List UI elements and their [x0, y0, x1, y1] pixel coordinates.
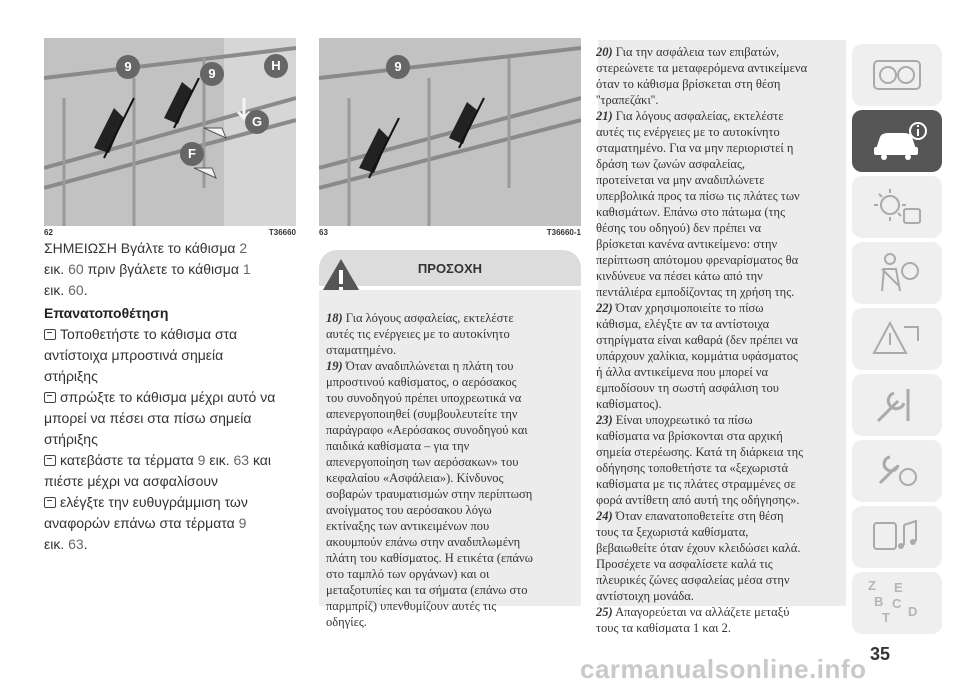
- note-text: ακουμπούν επάνω στην αναδιπλωμένη: [326, 535, 521, 549]
- section-heading: Επανατοποθέτηση: [44, 305, 169, 321]
- text-line: [596, 140, 842, 156]
- lights-icon: [870, 185, 924, 229]
- note-text: υπερβολικά προς τα πίσω τις πλάτες των: [596, 189, 800, 203]
- text-line: [326, 326, 576, 342]
- text-line: [596, 588, 842, 604]
- note-text: του συνοδηγού πρέπει υποχρεωτικά να: [326, 391, 522, 405]
- note-text: καθίσματος).: [596, 397, 662, 411]
- text-line: [596, 172, 842, 188]
- text-line: [596, 412, 842, 428]
- page-number: 35: [870, 644, 891, 664]
- step-2: σπρώξτε το κάθισμα μέχρι αυτό να μπορεί να πέσει στα πίσω σημεία στήριξης: [44, 389, 276, 447]
- note-text: τους τα καθίσματα 1 και 2.: [596, 621, 731, 635]
- text-line: [596, 572, 842, 588]
- tab-multimedia[interactable]: [852, 506, 942, 568]
- note-text: πεντάλιέρα εμποδίζοντας τη χρήση της.: [596, 285, 795, 299]
- note-text: οδηγίες.: [326, 615, 367, 629]
- text-line: [596, 92, 842, 108]
- text-line: [326, 438, 576, 454]
- text-line: [326, 502, 576, 518]
- tab-seatbelt-airbag[interactable]: [852, 242, 942, 304]
- note-number: 25): [596, 605, 613, 619]
- note-number: 24): [596, 509, 613, 523]
- watermark: carmanualsonline.info: [580, 654, 867, 684]
- dashboard-icon: [870, 53, 924, 97]
- note-text: σταματημένο.: [326, 343, 397, 357]
- callout-h: H: [264, 54, 288, 78]
- note-text: στο ταμπλό των οργάνων) και οι: [326, 567, 490, 581]
- index-letters: Z E B C T D: [868, 578, 918, 625]
- text-line: [596, 380, 842, 396]
- text-line: [596, 348, 842, 364]
- text-line: [326, 406, 576, 422]
- text-line: [596, 444, 842, 460]
- note-text: καθίσματα με τις πλάτες στραμμένες σε: [596, 477, 796, 491]
- car-info-icon: [870, 119, 930, 163]
- text-line: [596, 188, 842, 204]
- right-column-text: [596, 44, 842, 636]
- text-line: [596, 316, 842, 332]
- note-text: πλευρικές ζώνες ασφαλείας μέσα στην: [596, 573, 790, 587]
- text-line: [596, 300, 842, 316]
- text-line: [596, 492, 842, 508]
- note-text: εκτίναξης των αντικειμένων που: [326, 519, 490, 533]
- step-bullet-icon: [44, 497, 56, 508]
- note-text: σοβαρών τραυματισμών στην περίπτωση: [326, 487, 533, 501]
- note-text: παιδικά καθίσματα – για την: [326, 439, 470, 453]
- note-text: πλάτη του καθίσματος. Η ετικέτα (επάνω: [326, 551, 533, 565]
- text-line: [596, 540, 842, 556]
- warning-text: [326, 310, 576, 630]
- figure-62-code: T36660: [268, 228, 296, 237]
- note-text: παρμπρίζ) υπενθυμίζουν αυτές τις: [326, 599, 497, 613]
- note-text: τους τα ξεχωριστά καθίσματα,: [596, 525, 749, 539]
- note-text: βεβαιωθείτε όταν έχουν κλειδώσει καλά.: [596, 541, 801, 555]
- note-text: κάθισμα, ελέγξτε αν τα αντίστοιχα: [596, 317, 770, 331]
- note-paragraph: ΣΗΜΕΙΩΣΗ Βγάλτε το κάθισμα 2 εικ. 60 πριν βγάλετε το κάθισμα 1 εικ. 60.: [44, 240, 251, 298]
- note-text: Για την ασφάλεια των επιβατών,: [612, 45, 780, 59]
- text-line: [596, 556, 842, 572]
- text-line: [596, 428, 842, 444]
- text-line: [326, 422, 576, 438]
- note-text: Απαγορεύεται να αλλάζετε μεταξύ: [612, 605, 790, 619]
- note-text: μεταξοτυπίες και τα σήματα (επάνω στο: [326, 583, 528, 597]
- text-line: [326, 470, 576, 486]
- text-line: [596, 108, 842, 124]
- note-text: σημεία στερέωσης. Κατά τη διάρκεια της: [596, 445, 804, 459]
- tab-dashboard[interactable]: [852, 44, 942, 106]
- text-line: [326, 358, 576, 374]
- seatbelt-airbag-icon: [870, 251, 924, 295]
- text-line: [596, 204, 842, 220]
- callout-9c: 9: [386, 55, 410, 79]
- callout-g: G: [245, 110, 269, 134]
- text-line: [596, 284, 842, 300]
- text-line: [596, 252, 842, 268]
- note-text: καθίσματα να βρίσκονται στα αρχική: [596, 429, 783, 443]
- tab-warning[interactable]: [852, 308, 942, 370]
- step-1: Τοποθετήστε το κάθισμα στα αντίστοιχα μπροστινά σημεία στήριξης: [44, 326, 238, 384]
- note-text: καθισμάτων. Επάνω στο πάτωμα (της: [596, 205, 786, 219]
- note-text: δράση των ζωνών ασφαλείας,: [596, 157, 746, 171]
- note-text: κινδύνευε να πέσει κάτω από την: [596, 269, 763, 283]
- note-text: ''τραπεζάκι''.: [596, 93, 659, 107]
- left-column: [44, 238, 280, 555]
- note-number: 22): [596, 301, 613, 315]
- text-line: [596, 364, 842, 380]
- figure-63-code: T36660-1: [546, 228, 581, 237]
- text-line: [326, 374, 576, 390]
- text-line: [326, 614, 576, 630]
- text-line: [596, 604, 842, 620]
- note-text: κεφαλαίου «Ασφάλεια»). Κίνδυνος: [326, 471, 504, 485]
- text-line: [596, 60, 842, 76]
- step-4: ελέγξτε την ευθυγράμμιση των αναφορών επάνω στα τέρματα 9 εικ. 63.: [44, 494, 248, 552]
- figure-63-image: [319, 38, 581, 226]
- tab-alphabetical-index[interactable]: [852, 572, 942, 634]
- text-line: [326, 582, 576, 598]
- technical-data-icon: [870, 449, 924, 493]
- text-line: [596, 236, 842, 252]
- note-text: αντίστοιχη μονάδα.: [596, 589, 694, 603]
- text-line: [596, 620, 842, 636]
- text-line: [326, 342, 576, 358]
- warning-triangle-icon: [870, 317, 924, 361]
- text-line: [596, 396, 842, 412]
- text-line: [596, 124, 842, 140]
- note-number: 20): [596, 45, 613, 59]
- text-line: [326, 390, 576, 406]
- tab-technical-data[interactable]: [852, 440, 942, 502]
- note-number: 18): [326, 311, 343, 325]
- note-text: ανοίγματος του αερόσακου λόγω: [326, 503, 492, 517]
- note-number: 21): [596, 109, 613, 123]
- note-text: περίπτωση απότομου φρεναρίσματος θα: [596, 253, 799, 267]
- callout-9a: 9: [116, 55, 140, 79]
- note-text: παράγραφο «Αερόσακος συνοδηγού και: [326, 423, 528, 437]
- note-text: Όταν επανατοποθετείτε στη θέση: [612, 509, 784, 523]
- text-line: [596, 508, 842, 524]
- note-text: Είναι υποχρεωτικό τα πίσω: [612, 413, 753, 427]
- note-text: φορά αντίθετη από αυτή της οδήγησης».: [596, 493, 800, 507]
- text-line: [326, 518, 576, 534]
- text-line: [326, 534, 576, 550]
- text-line: [596, 268, 842, 284]
- step-bullet-icon: [44, 392, 56, 403]
- note-text: όταν το κάθισμα βρίσκεται στη θέση: [596, 77, 781, 91]
- note-text: εμποδίσουν τη σωστή ασφάλιση του: [596, 381, 779, 395]
- text-line: [596, 76, 842, 92]
- note-text: στηρίγματα είναι καθαρά (δεν πρέπει να: [596, 333, 798, 347]
- text-line: [596, 332, 842, 348]
- multimedia-icon: [870, 515, 924, 559]
- text-line: [596, 460, 842, 476]
- tab-car-info[interactable]: [852, 110, 942, 172]
- note-text: Προσέχετε να ασφαλίσετε καλά τις: [596, 557, 773, 571]
- note-text: υπάρχουν χαλίκια, κομμάτια υφάσματος: [596, 349, 798, 363]
- step-3: κατεβάστε τα τέρματα 9 εικ. 63 και πιέστε μέχρι να ασφαλίσουν: [44, 452, 272, 489]
- note-text: βρίσκεται κανένα αντικείμενο: στην: [596, 237, 778, 251]
- tab-tools[interactable]: [852, 374, 942, 436]
- note-text: προτείνεται να μην αναδιπλώνετε: [596, 173, 765, 187]
- text-line: [596, 156, 842, 172]
- text-line: [326, 598, 576, 614]
- figure-63-caption: [319, 228, 581, 240]
- text-line: [326, 310, 576, 326]
- note-text: απενεργοποιηθεί (συμβουλευτείτε την: [326, 407, 518, 421]
- note-text: μπροστινού καθίσματος, ο αερόσακος: [326, 375, 517, 389]
- callout-9b: 9: [200, 62, 224, 86]
- text-line: [596, 220, 842, 236]
- text-line: [326, 486, 576, 502]
- note-number: 23): [596, 413, 613, 427]
- text-line: [326, 454, 576, 470]
- note-text: αυτές τις ενέργειες με το αυτοκίνητο: [596, 125, 780, 139]
- note-text: Για λόγους ασφαλείας, εκτελέστε: [342, 311, 514, 325]
- tools-icon: [870, 383, 924, 427]
- note-text: στερεώνετε τα μεταφερόμενα αντικείμενα: [596, 61, 808, 75]
- callout-f: F: [180, 142, 204, 166]
- note-text: Για λόγους ασφαλείας, εκτελέστε: [612, 109, 784, 123]
- figure-62-number: 62: [44, 228, 53, 237]
- note-text: απενεργοποίηση των αερόσακων» του: [326, 455, 519, 469]
- text-line: [326, 566, 576, 582]
- text-line: [596, 476, 842, 492]
- text-line: [326, 550, 576, 566]
- tab-lights[interactable]: [852, 176, 942, 238]
- warning-title: ΠΡΟΣΟΧΗ: [417, 261, 483, 276]
- note-text: οδήγησης τοποθετήστε τα «ξεχωριστά: [596, 461, 789, 475]
- note-text: αυτές τις ενέργειες με το αυτοκίνητο: [326, 327, 510, 341]
- step-bullet-icon: [44, 329, 56, 340]
- figure-63-number: 63: [319, 228, 328, 237]
- text-line: [596, 524, 842, 540]
- note-text: Όταν αναδιπλώνεται η πλάτη του: [342, 359, 514, 373]
- note-text: ή άλλα αντικείμενα που μπορεί να: [596, 365, 769, 379]
- text-line: [596, 44, 842, 60]
- note-text: Όταν χρησιμοποιείτε το πίσω: [612, 301, 764, 315]
- note-number: 19): [326, 359, 343, 373]
- step-bullet-icon: [44, 455, 56, 466]
- note-text: θέσης του οδηγού) δεν πρέπει να: [596, 221, 762, 235]
- note-text: σταματημένο. Για να μην περιοριστεί η: [596, 141, 794, 155]
